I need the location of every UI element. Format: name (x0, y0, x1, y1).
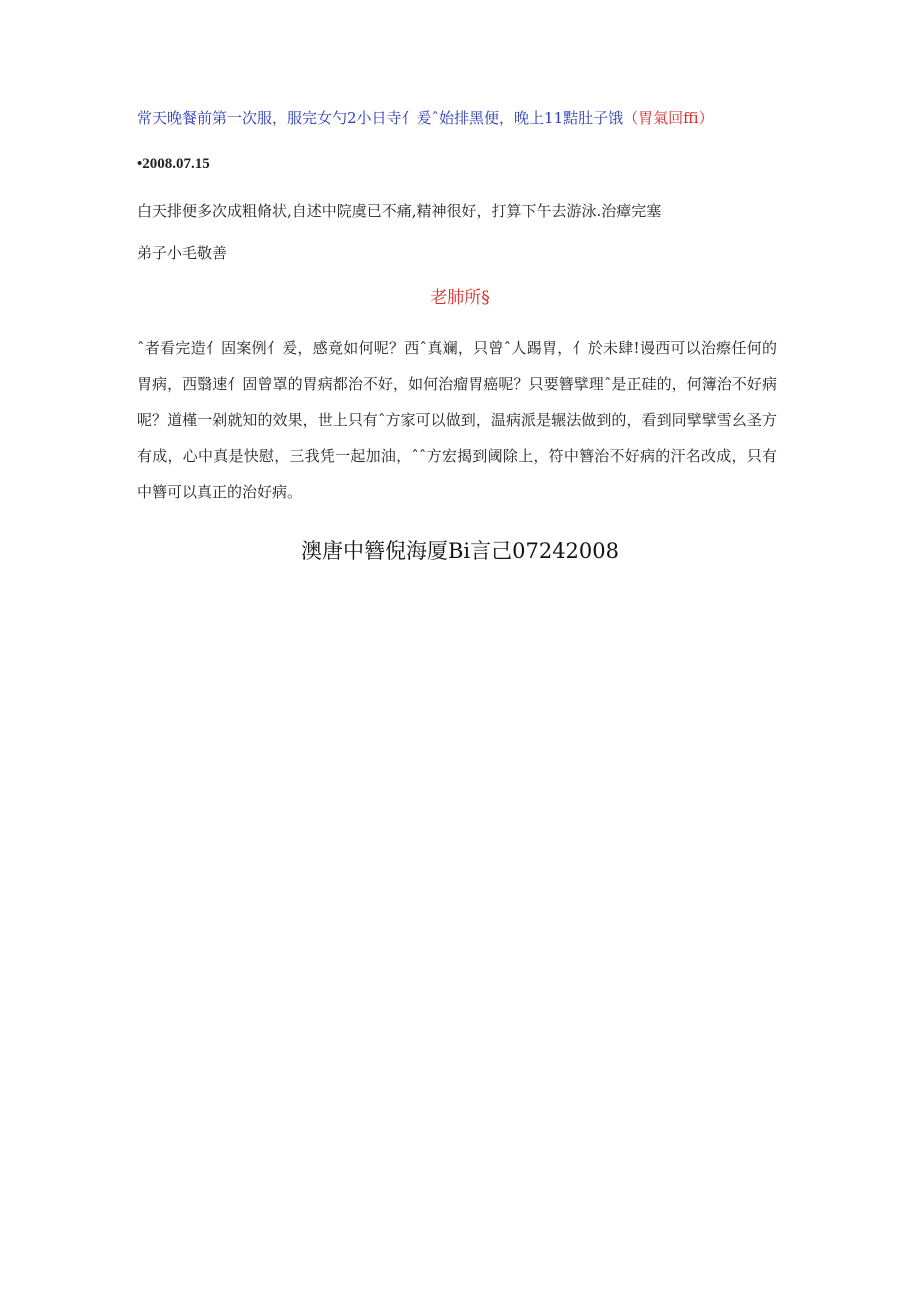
entry-date: •2008.07.15 (137, 156, 210, 172)
signature: 弟子小毛敬善 (137, 244, 228, 262)
footer-signature: 澳唐中簪倪海厦Bi言己07242008 (300, 539, 620, 563)
treatment-note-annotation: （胃氣回ffi） (623, 109, 714, 127)
treatment-note-text: 常天晚餐前第一次服，服完女勺2小日寺亻爰ˆ始排黑便，晚上11黠肚子饿 (137, 109, 624, 127)
entry-text: 白天排便多次成粗脩状,自述中院虞已不痛,精神很好，打算下午去游泳.治瘴完塞 (137, 202, 662, 220)
treatment-note-line (137, 108, 787, 128)
teacher-comment: ˆ者看完造亻固案例亻爰，感竟如何呢？西ˆ真斓，只曾ˆ人踢胃，亻於未肆!谩西可以治瘵任何的胃病，西翳速亻固曾罩的胃病都治不好，如何治瘤胃癌呢？只要簪擘理ˆ是正硅的，何簿治不好病呢？道槿一剁就知的效果，世上只有ˆ方家可以做到，温病派是辗法做到的，看到同擘擘雪幺圣方有成，心中真是快慰，三我凭一起加油，ˆˆ方宏揭到阈除上，符中簪治不好病的汗名改成，只有中簪可以真正的治好病。 (137, 339, 777, 501)
teacher-heading: 老肺所§ (430, 288, 490, 308)
